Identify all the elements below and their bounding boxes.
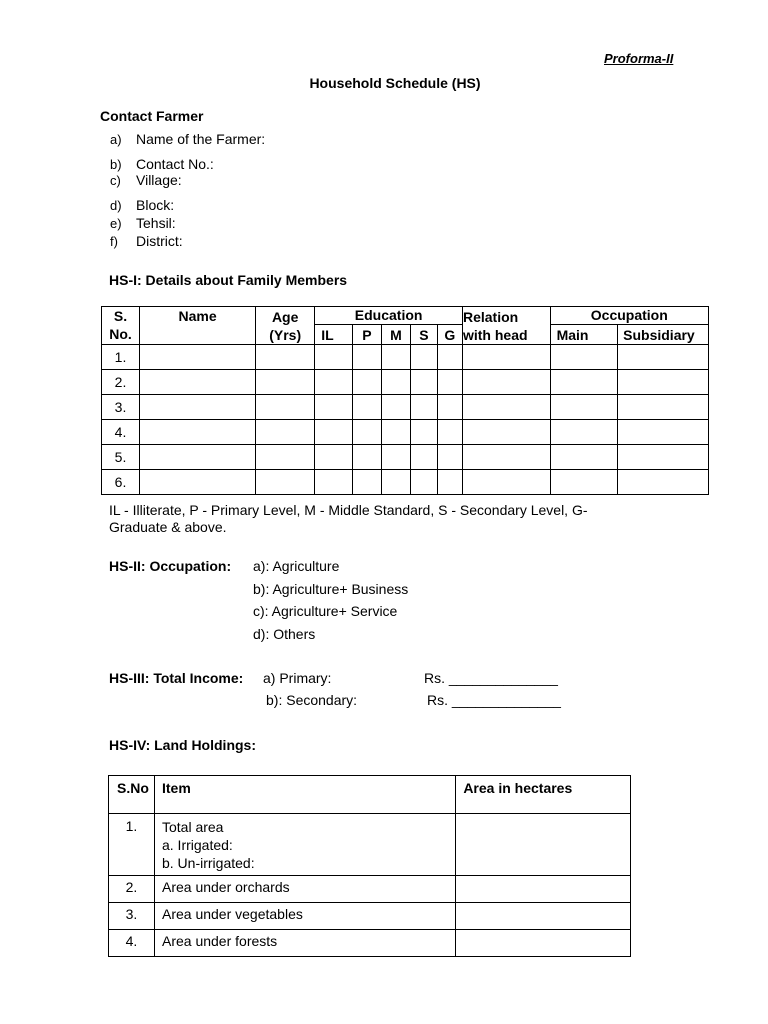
header-occ-main: Main <box>550 325 618 345</box>
row-area <box>456 814 631 876</box>
field-label: Contact No.: <box>136 156 214 172</box>
row-number: 5. <box>102 445 140 470</box>
education-legend-line2: Graduate & above. <box>109 519 227 535</box>
income-primary-rs: Rs. ______________ <box>424 670 558 686</box>
table-row <box>102 420 709 445</box>
page-title: Household Schedule (HS) <box>309 75 481 91</box>
row-number: 3. <box>102 395 140 420</box>
field-letter: d) <box>110 198 122 213</box>
row-area <box>456 903 631 930</box>
header-age-line1: Age <box>271 309 299 325</box>
item-sub-unirrigated: b. Un-irrigated: <box>161 855 255 871</box>
occupation-option: b): Agriculture+ Business <box>253 581 409 597</box>
table-row <box>109 814 631 876</box>
income-secondary-rs: Rs. ______________ <box>427 692 561 708</box>
header-area: Area in hectares <box>456 776 631 814</box>
table-row <box>109 903 631 930</box>
field-letter: e) <box>110 216 122 231</box>
row-item: Area under orchards <box>154 876 455 903</box>
header-edu-s: S <box>411 325 437 345</box>
header-relation <box>462 307 550 345</box>
header-age-line2: (Yrs) <box>269 327 302 343</box>
header-sno-line1: S. <box>113 308 128 324</box>
header-sno: S.No <box>109 776 155 814</box>
field-label: Village: <box>136 172 182 188</box>
hs2-label: HS-II: Occupation: <box>109 558 232 574</box>
row-sno: 2. <box>109 876 155 903</box>
header-occupation: Occupation <box>550 307 708 325</box>
income-primary: a) Primary: <box>263 670 332 686</box>
field-label: Tehsil: <box>136 215 176 231</box>
header-sno-line2: No. <box>109 326 132 342</box>
table-row <box>102 370 709 395</box>
table-row <box>109 930 631 957</box>
occupation-option: a): Agriculture <box>253 558 340 574</box>
proforma-label: Proforma-II <box>604 51 674 66</box>
header-education: Education <box>315 307 463 325</box>
header-occ-subsidiary: Subsidiary <box>618 325 709 345</box>
header-relation-line2: with head <box>462 327 528 343</box>
field-label: Name of the Farmer: <box>136 131 266 147</box>
table-row <box>102 445 709 470</box>
table-row <box>109 876 631 903</box>
land-holdings-table <box>108 775 631 957</box>
row-item: Area under vegetables <box>154 903 455 930</box>
row-item <box>154 814 455 876</box>
table-row <box>102 345 709 370</box>
contact-farmer-heading: Contact Farmer <box>100 108 204 124</box>
header-sno <box>102 307 140 345</box>
education-legend-line1: IL - Illiterate, P - Primary Level, M - Middle Standard, S - Secondary Level, G- <box>109 502 588 518</box>
header-edu-g: G <box>437 325 462 345</box>
header-edu-il: IL <box>315 325 353 345</box>
row-sno: 1. <box>109 814 155 876</box>
header-age <box>256 307 315 345</box>
row-number: 2. <box>102 370 140 395</box>
field-label: District: <box>136 233 183 249</box>
row-sno: 3. <box>109 903 155 930</box>
row-number: 1. <box>102 345 140 370</box>
header-edu-p: P <box>353 325 382 345</box>
income-secondary: b): Secondary: <box>266 692 358 708</box>
field-letter: c) <box>110 173 121 188</box>
row-area <box>456 930 631 957</box>
field-letter: b) <box>110 157 122 172</box>
field-label: Block: <box>136 197 175 213</box>
field-letter: a) <box>110 132 122 147</box>
family-members-table <box>101 306 709 495</box>
hs4-heading: HS-IV: Land Holdings: <box>109 737 256 753</box>
table-row <box>102 395 709 420</box>
header-relation-line1: Relation <box>462 309 519 325</box>
header-name: Name <box>140 307 256 345</box>
row-sno: 4. <box>109 930 155 957</box>
header-edu-m: M <box>381 325 411 345</box>
hs3-label: HS-III: Total Income: <box>109 670 244 686</box>
table-row <box>102 470 709 495</box>
row-area <box>456 876 631 903</box>
item-label: Total area <box>161 819 224 835</box>
occupation-option: d): Others <box>253 626 316 642</box>
occupation-option: c): Agriculture+ Service <box>253 603 398 619</box>
item-sub-irrigated: a. Irrigated: <box>161 837 233 853</box>
row-item: Area under forests <box>154 930 455 957</box>
row-number: 6. <box>102 470 140 495</box>
hs1-heading: HS-I: Details about Family Members <box>109 272 348 288</box>
row-number: 4. <box>102 420 140 445</box>
header-item: Item <box>154 776 455 814</box>
field-letter: f) <box>110 234 118 249</box>
